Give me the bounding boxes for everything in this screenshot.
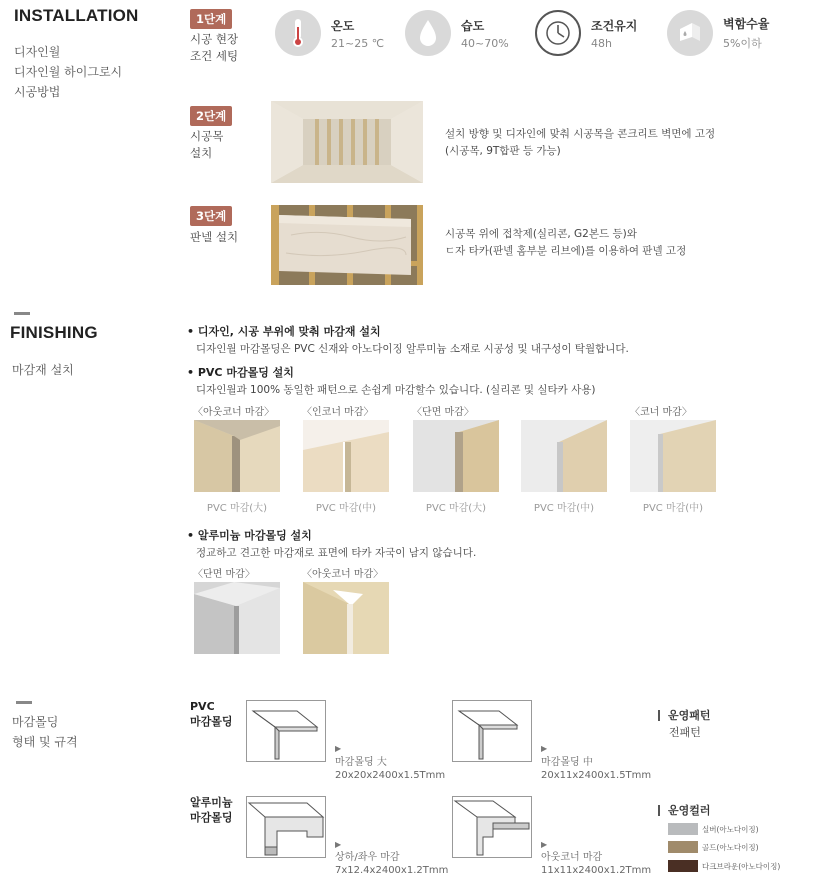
color-swatch [668, 860, 698, 872]
bullet-title: • 디자인, 시공 부위에 맞춰 마감재 설치 [187, 325, 381, 338]
subtitle-line: 형태 및 규격 [12, 735, 78, 749]
condition-humidity [405, 10, 509, 56]
photo-outcorner-pvc [194, 420, 280, 496]
triangle-icon: ▶ [541, 744, 548, 753]
subtitle-line: 시공방법 [14, 85, 61, 99]
finishing-subtitle: 마감재 설치 [12, 363, 74, 377]
profile-caption [335, 756, 445, 782]
profile-name: 아웃코너 마감 [541, 852, 603, 863]
label-line: PVC [190, 700, 215, 713]
subtitle-line: 디자인월 하이그로시 [14, 65, 123, 79]
photo-corner-pvc [630, 420, 716, 496]
profile-pvc-medium [452, 700, 532, 762]
desc-line: 시공목 위에 접착제(실리콘, G2본드 등)와 [445, 228, 637, 240]
bullet-title: • 알루미늄 마감몰딩 설치 [187, 529, 312, 542]
profile-aluminum-outcorner [452, 796, 532, 858]
condition-temperature [275, 10, 384, 56]
step-label-line: 설치 [190, 146, 213, 160]
step-3-illustration [271, 205, 423, 289]
thermometer-icon [275, 10, 321, 56]
photo-endcap-pvc [521, 420, 607, 496]
triangle-icon: ▶ [541, 840, 548, 849]
photo-tag: 〈단면 마감〉 [193, 569, 255, 580]
aluminum-molding-label [190, 795, 233, 825]
subtitle-line: 디자인월 [14, 45, 61, 59]
section-dash [16, 701, 32, 704]
condition-name: 벽함수율 [723, 17, 770, 31]
condition-duration [535, 10, 637, 56]
profile-spec: 20x11x2400x1.5Tmm [541, 770, 652, 781]
step-label-line: 시공목 [190, 129, 224, 143]
condition-name: 조건유지 [591, 18, 638, 33]
color-title: 운영컬러 [668, 804, 711, 817]
color-item-gold [668, 841, 759, 853]
color-heading [658, 802, 711, 818]
molding-subtitle [12, 712, 78, 752]
bullet-title: • PVC 마감몰딩 설치 [187, 366, 294, 379]
photo-tag: 〈코너 마감〉 [630, 407, 692, 418]
photo-caption: PVC 마감(中) [642, 503, 704, 514]
photo-outcorner-aluminum [303, 582, 389, 658]
step-label-line: 시공 현장 [190, 32, 239, 46]
condition-wall-moisture [667, 10, 769, 56]
condition-name: 온도 [331, 18, 355, 33]
condition-value: 21~25 ℃ [331, 36, 385, 50]
step-1-label [190, 31, 238, 65]
profile-spec: 7x12.4x2400x1.2Tmm [335, 865, 449, 876]
condition-value: 5%이하 [723, 37, 762, 50]
step-3-badge: 3단계 [190, 206, 232, 226]
installation-title: INSTALLATION [14, 6, 139, 25]
profile-name: 상하/좌우 마감 [335, 852, 400, 863]
color-label: 골드(아노다이징) [702, 842, 759, 852]
finishing-title: FINISHING [10, 323, 98, 342]
step-2-badge: 2단계 [190, 106, 232, 126]
pattern-value: 전패턴 [669, 726, 701, 739]
condition-value: 48h [591, 36, 612, 50]
color-swatch [668, 823, 698, 835]
triangle-icon: ▶ [335, 840, 342, 849]
step-label-line: 조건 세팅 [190, 49, 239, 63]
color-label: 다크브라운(아노다이징) [702, 861, 781, 871]
color-label: 실버(아노다이징) [702, 824, 759, 834]
color-item-dark-brown [668, 860, 780, 872]
photo-tag: 〈아웃코너 마감〉 [302, 569, 384, 580]
photo-endcap-pvc [413, 420, 499, 496]
bullet-text: 정교하고 견고한 마감재로 표면에 타카 자국이 남지 않습니다. [196, 547, 477, 559]
profile-caption [335, 851, 448, 877]
bullet-text: 디자인월과 100% 동일한 패턴으로 손쉽게 마감할수 있습니다. (실리콘 및 실타카 사용) [196, 384, 596, 396]
desc-line: 설치 방향 및 디자인에 맞춰 시공목을 콘크리트 벽면에 고정 [445, 128, 716, 140]
profile-pvc-large [246, 700, 326, 762]
heading-bar [658, 710, 660, 721]
pattern-title: 운영패턴 [668, 709, 711, 722]
water-drop-icon [405, 10, 451, 56]
step-2-description [445, 126, 715, 160]
photo-caption: PVC 마감(大) [206, 503, 268, 514]
section-dash [14, 312, 30, 315]
label-line: 마감몰딩 [190, 811, 233, 824]
pattern-heading [658, 707, 711, 723]
photo-endcap-aluminum [194, 582, 280, 658]
photo-caption: PVC 마감(中) [315, 503, 377, 514]
label-line: 마감몰딩 [190, 715, 233, 728]
photo-caption: PVC 마감(中) [533, 503, 595, 514]
profile-spec: 20x20x2400x1.5Tmm [335, 770, 446, 781]
condition-name: 습도 [461, 18, 485, 33]
profile-spec: 11x11x2400x1.2Tmm [541, 865, 652, 876]
step-2-label [190, 128, 223, 162]
photo-tag: 〈아웃코너 마감〉 [193, 407, 275, 418]
subtitle-line: 마감몰딩 [12, 715, 59, 729]
profile-caption [541, 851, 651, 877]
photo-incorner-pvc [303, 420, 389, 496]
installation-subtitle [14, 42, 122, 102]
profile-name: 마감몰딩 中 [541, 757, 593, 768]
condition-value: 40~70% [461, 36, 509, 50]
profile-aluminum-end [246, 796, 326, 858]
step-2-illustration [271, 101, 423, 187]
heading-bar [658, 805, 660, 816]
photo-caption: PVC 마감(大) [425, 503, 487, 514]
clock-icon [535, 10, 581, 56]
pvc-molding-label [190, 699, 233, 729]
step-1-badge: 1단계 [190, 9, 232, 29]
step-3-label: 판넬 설치 [190, 230, 239, 244]
label-line: 알루미늄 [190, 796, 233, 809]
profile-name: 마감몰딩 大 [335, 757, 387, 768]
triangle-icon: ▶ [335, 744, 342, 753]
photo-tag: 〈인코너 마감〉 [302, 407, 374, 418]
step-3-description [445, 226, 686, 260]
color-item-silver [668, 823, 759, 835]
profile-caption [541, 756, 651, 782]
desc-line: ㄷ자 타카(판넬 홈부분 리브에)를 이용하여 판넬 고정 [445, 245, 687, 257]
color-swatch [668, 841, 698, 853]
desc-line: (시공목, 9T합판 등 가능) [445, 145, 561, 157]
wall-moisture-icon [667, 10, 713, 56]
bullet-text: 디자인월 마감몰딩은 PVC 신재와 아노다이징 알루미늄 소재로 시공성 및 내구성이 탁월합니다. [196, 343, 629, 355]
photo-tag: 〈단면 마감〉 [412, 407, 474, 418]
